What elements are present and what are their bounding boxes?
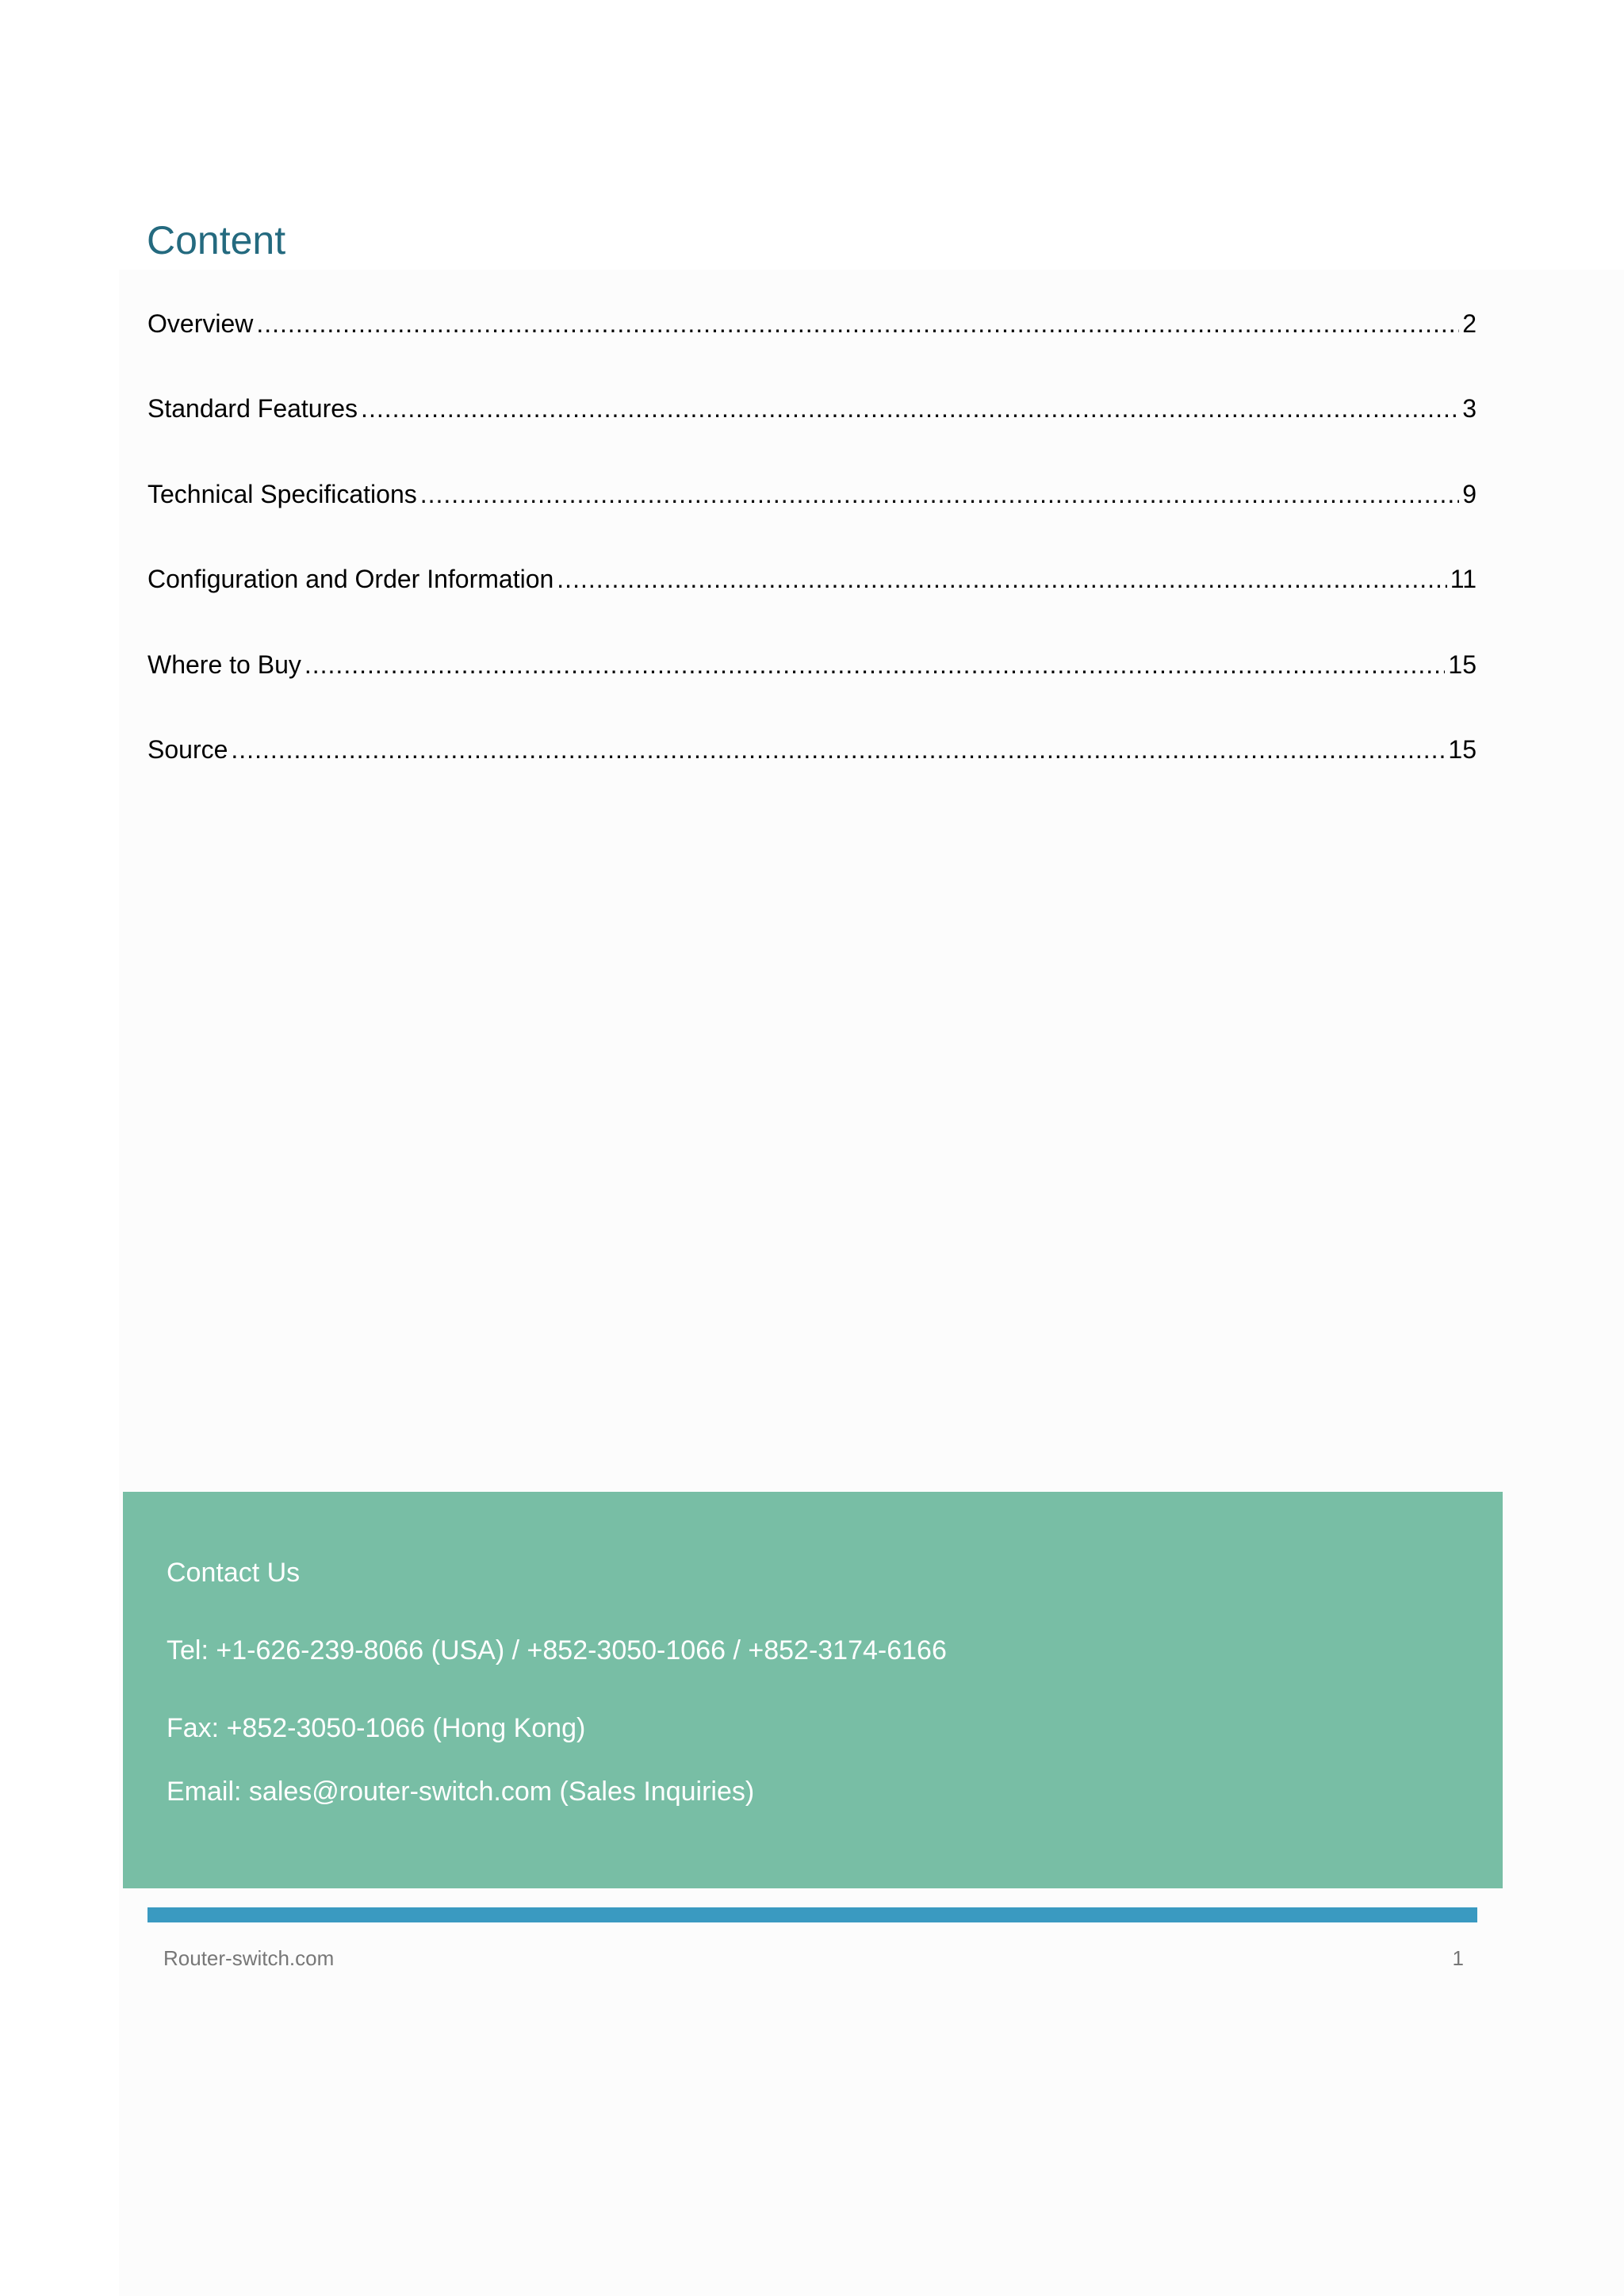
- toc-entry-title: Standard Features: [147, 394, 358, 424]
- toc-entry-page: 15: [1448, 650, 1477, 679]
- table-of-contents: [147, 306, 1477, 817]
- contact-telephone: Tel: +1-626-239-8066 (USA) / +852-3050-1066 / +852-3174-6166: [167, 1635, 947, 1665]
- toc-entry-page: 11: [1450, 565, 1477, 594]
- toc-entry-page: 9: [1462, 479, 1477, 508]
- toc-entry-technical-specifications[interactable]: [147, 477, 1477, 562]
- toc-dot-leader: [361, 391, 1459, 426]
- toc-entry-source[interactable]: [147, 732, 1477, 817]
- toc-heading: Content: [147, 218, 286, 263]
- toc-dot-leader: [420, 477, 1459, 512]
- contact-fax: Fax: +852-3050-1066 (Hong Kong): [167, 1713, 586, 1743]
- toc-entry-title: Configuration and Order Information: [147, 565, 554, 594]
- toc-entry-title: Source: [147, 734, 228, 764]
- toc-dot-leader: [557, 562, 1447, 596]
- contact-heading: Contact Us: [167, 1558, 301, 1588]
- footer-site-name: Router-switch.com: [163, 1946, 335, 1970]
- contact-box: [123, 1492, 1503, 1888]
- footer-divider-bar: [147, 1907, 1477, 1922]
- toc-entry-where-to-buy[interactable]: [147, 647, 1477, 732]
- footer-page-number: 1: [1452, 1946, 1464, 1970]
- toc-entry-title: Overview: [147, 309, 254, 338]
- toc-dot-leader: [231, 732, 1445, 767]
- toc-entry-standard-features[interactable]: [147, 391, 1477, 476]
- toc-entry-overview[interactable]: [147, 306, 1477, 391]
- toc-entry-title: Technical Specifications: [147, 479, 417, 508]
- contact-email[interactable]: Email: sales@router-switch.com (Sales Inquiries): [167, 1777, 755, 1807]
- toc-entry-configuration-order[interactable]: [147, 562, 1477, 646]
- toc-entry-page: 2: [1462, 309, 1477, 338]
- toc-dot-leader: [304, 647, 1446, 682]
- toc-entry-page: 15: [1448, 734, 1477, 764]
- toc-dot-leader: [256, 306, 1459, 341]
- toc-entry-title: Where to Buy: [147, 650, 301, 679]
- toc-entry-page: 3: [1462, 394, 1477, 424]
